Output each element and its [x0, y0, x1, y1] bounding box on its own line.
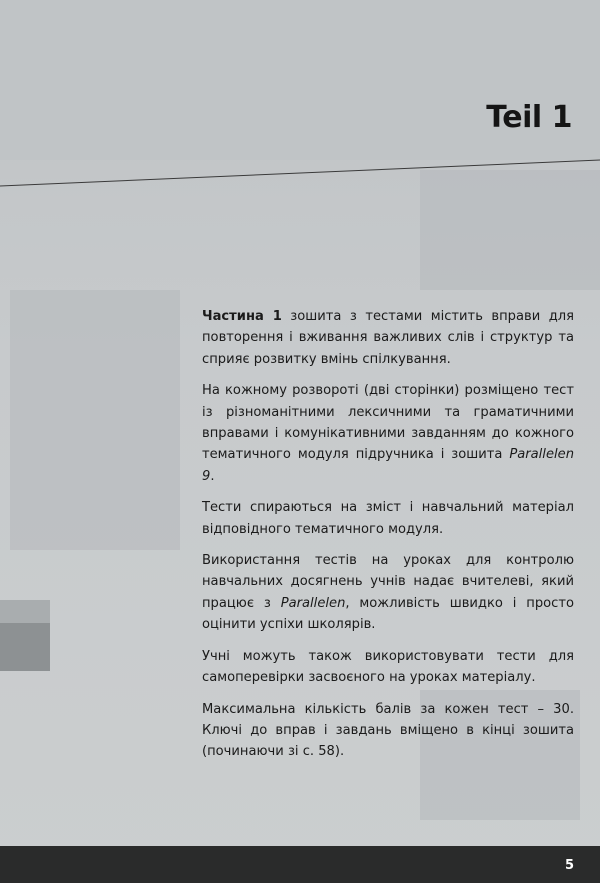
- paragraph-4: Використання тестів на уроках для контролю навчальних досягнень учнів надає вчителеві, який працює з Parallelen, можливість швидко і просто оцінити успіхи школярів.: [202, 553, 574, 633]
- page-number: 5: [564, 858, 574, 873]
- side-marker-light: [0, 600, 50, 624]
- book-title: Parallelen: [280, 595, 346, 611]
- header-band: [0, 0, 600, 160]
- side-marker: [0, 623, 50, 671]
- book-title: Parallelen 9: [202, 447, 574, 484]
- intro-text: [202, 306, 574, 773]
- part-label: Частина 1: [202, 309, 282, 324]
- paragraph-1: Частина 1 зошита з тестами містить вправи для повторення і вживання важливих слів і структур та сприяє розвитку вмінь спілкування.: [202, 309, 574, 367]
- section-title: Teil 1: [486, 100, 572, 135]
- paragraph-5: Учні можуть також використовувати тести для самоперевірки засвоєного на уроках матеріалу.: [202, 648, 574, 686]
- faded-background-panel-right: [420, 170, 600, 290]
- paragraph-3: Тести спираються на зміст і навчальний матеріал відповідного тематичного модуля.: [202, 500, 574, 537]
- paragraph-6: Максимальна кількість балів за кожен тест – 30. Ключі до вправ і завдань вміщено в кінці зошита (починаючи зі с. 58).: [202, 701, 574, 760]
- faded-background-panel-left: [10, 290, 180, 550]
- paragraph-2: На кожному розвороті (дві сторінки) розміщено тест із різноманітними лексичними та граматичними вправами і комунікативними завданням до кожного тематичного модуля підручника і зошита Parallelen 9.: [202, 383, 574, 484]
- footer-bar: [0, 846, 600, 883]
